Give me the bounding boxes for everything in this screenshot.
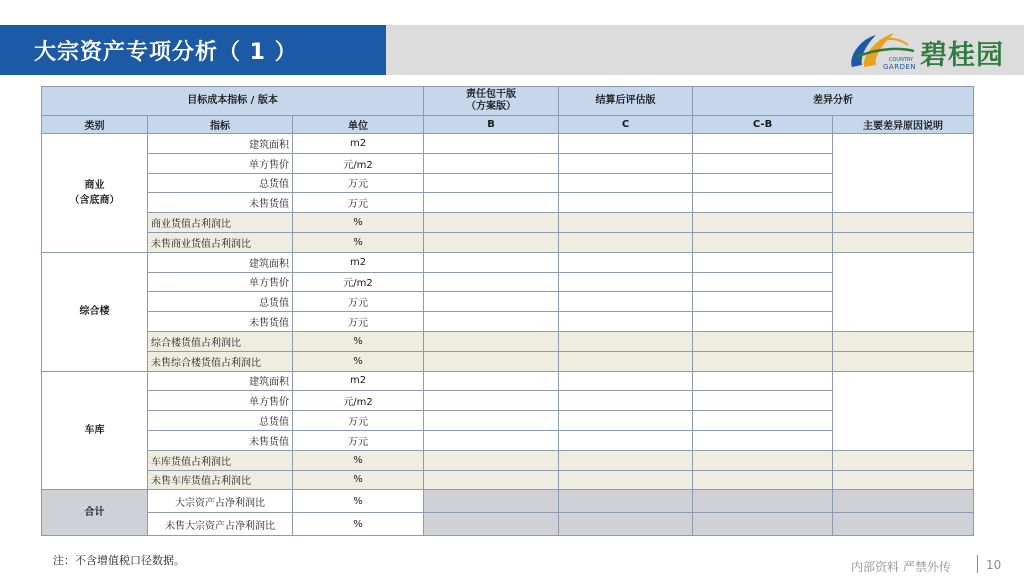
value-cb-cell[interactable] (693, 252, 833, 272)
value-cb-cell[interactable] (693, 292, 833, 312)
unit-cell: m2 (293, 371, 424, 391)
unit-cell: % (293, 232, 424, 252)
unit-cell: 元/m2 (293, 391, 424, 411)
value-b-cell[interactable] (424, 213, 559, 233)
group-name: 车库 (84, 424, 105, 436)
value-c-cell[interactable] (559, 411, 693, 431)
unit-cell: m2 (293, 134, 424, 154)
logo-text-country: COUNTRY (889, 57, 914, 63)
table-row (42, 470, 974, 490)
unit-cell: 万元 (293, 292, 424, 312)
table-row (42, 134, 974, 154)
indicator-cell: 单方售价 (148, 391, 293, 411)
value-b-cell[interactable] (424, 232, 559, 252)
value-b-cell[interactable] (424, 450, 559, 470)
value-cb-cell[interactable] (693, 272, 833, 292)
value-c-cell[interactable] (559, 213, 693, 233)
value-cb-cell[interactable] (693, 391, 833, 411)
value-b-cell[interactable] (424, 193, 559, 213)
value-b-cell[interactable] (424, 252, 559, 272)
unit-cell: % (293, 450, 424, 470)
reason-cell[interactable] (833, 470, 974, 490)
header-target: 目标成本指标 / 版本 (42, 87, 424, 116)
indicator-cell: 未售车库货值占利润比 (148, 470, 293, 490)
unit-cell: % (293, 213, 424, 233)
indicator-cell: 单方售价 (148, 272, 293, 292)
page-number: 10 (986, 558, 1002, 572)
value-c-cell[interactable] (559, 470, 693, 490)
value-b-cell[interactable] (424, 153, 559, 173)
table-row (42, 252, 974, 272)
value-b-cell[interactable] (424, 490, 559, 513)
group-name: 商业 (84, 179, 105, 191)
value-c-cell[interactable] (559, 134, 693, 154)
value-c-cell[interactable] (559, 331, 693, 351)
unit-cell: m2 (293, 252, 424, 272)
value-cb-cell[interactable] (693, 134, 833, 154)
unit-cell: 万元 (293, 312, 424, 332)
group-complex-building (42, 252, 148, 371)
indicator-cell: 未售大宗资产占净利润比 (148, 513, 293, 536)
header-row-1 (42, 87, 974, 116)
indicator-cell: 单方售价 (148, 153, 293, 173)
indicator-cell: 建筑面积 (148, 252, 293, 272)
title-bar (0, 25, 386, 75)
value-b-cell[interactable] (424, 134, 559, 154)
indicator-cell: 未售商业货值占利润比 (148, 232, 293, 252)
logo-text-cn: 碧桂园 (920, 40, 1004, 71)
value-c-cell[interactable] (559, 430, 693, 450)
value-c-cell[interactable] (559, 292, 693, 312)
value-c-cell[interactable] (559, 173, 693, 193)
table-row (42, 232, 974, 252)
table-row (42, 331, 974, 351)
header-b: B (424, 116, 559, 134)
table-row (42, 371, 974, 391)
total-row (42, 513, 974, 536)
header-indicator: 指标 (148, 116, 293, 134)
reason-cell[interactable] (833, 232, 974, 252)
indicator-cell: 总货值 (148, 173, 293, 193)
page-title: 大宗资产专项分析（ 1 ） (34, 40, 298, 65)
value-c-cell[interactable] (559, 450, 693, 470)
value-c-cell[interactable] (559, 232, 693, 252)
reason-cell[interactable] (833, 134, 974, 213)
header-c: C (559, 116, 693, 134)
value-cb-cell[interactable] (693, 411, 833, 431)
value-b-cell[interactable] (424, 371, 559, 391)
value-b-cell[interactable] (424, 351, 559, 371)
header-post-settlement: 结算后评估版 (559, 87, 693, 116)
reason-cell[interactable] (833, 252, 974, 331)
value-c-cell[interactable] (559, 252, 693, 272)
footnote: 注：不含增值税口径数据。 (53, 554, 185, 567)
header-reason: 主要差异原因说明 (833, 116, 974, 134)
value-cb-cell[interactable] (693, 312, 833, 332)
group-commercial (42, 134, 148, 253)
header-variance: 差异分析 (693, 87, 974, 116)
value-cb-cell[interactable] (693, 173, 833, 193)
unit-cell: % (293, 513, 424, 536)
unit-cell: % (293, 490, 424, 513)
indicator-cell: 建筑面积 (148, 371, 293, 391)
header-cb: C-B (693, 116, 833, 134)
value-cb-cell[interactable] (693, 450, 833, 470)
indicator-cell: 未售货值 (148, 430, 293, 450)
value-c-cell[interactable] (559, 490, 693, 513)
reason-cell[interactable] (833, 371, 974, 450)
indicator-cell: 总货值 (148, 292, 293, 312)
value-cb-cell[interactable] (693, 513, 833, 536)
value-cb-cell[interactable] (693, 490, 833, 513)
value-cb-cell[interactable] (693, 331, 833, 351)
unit-cell: % (293, 351, 424, 371)
group-garage (42, 371, 148, 490)
group-name: 综合楼 (79, 306, 110, 318)
unit-cell: 万元 (293, 173, 424, 193)
unit-cell: 元/m2 (293, 272, 424, 292)
value-cb-cell[interactable] (693, 153, 833, 173)
value-cb-cell[interactable] (693, 470, 833, 490)
value-b-cell[interactable] (424, 470, 559, 490)
header-responsibility-line1: 责任包干版 (466, 89, 517, 100)
reason-cell[interactable] (833, 213, 974, 233)
value-cb-cell[interactable] (693, 371, 833, 391)
indicator-cell: 未售货值 (148, 193, 293, 213)
asset-analysis-table (41, 86, 974, 536)
value-b-cell[interactable] (424, 391, 559, 411)
reason-cell[interactable] (833, 513, 974, 536)
header-row-2 (42, 116, 974, 134)
value-c-cell[interactable] (559, 193, 693, 213)
value-b-cell[interactable] (424, 331, 559, 351)
value-c-cell[interactable] (559, 371, 693, 391)
indicator-cell: 未售货值 (148, 312, 293, 332)
group-name-sub: （含底商） (69, 194, 120, 206)
header-category: 类别 (42, 116, 148, 134)
value-b-cell[interactable] (424, 411, 559, 431)
value-c-cell[interactable] (559, 153, 693, 173)
value-c-cell[interactable] (559, 312, 693, 332)
unit-cell: % (293, 470, 424, 490)
reason-cell[interactable] (833, 351, 974, 371)
value-cb-cell[interactable] (693, 351, 833, 371)
unit-cell: 万元 (293, 430, 424, 450)
reason-cell[interactable] (833, 450, 974, 470)
indicator-cell: 未售综合楼货值占利润比 (148, 351, 293, 371)
value-b-cell[interactable] (424, 173, 559, 193)
value-cb-cell[interactable] (693, 193, 833, 213)
header-responsibility-line2: （方案版） (466, 101, 517, 112)
reason-cell[interactable] (833, 331, 974, 351)
logo-text-garden: GARDEN (883, 63, 917, 71)
indicator-cell: 大宗资产占净利润比 (148, 490, 293, 513)
unit-cell: % (293, 331, 424, 351)
value-b-cell[interactable] (424, 430, 559, 450)
unit-cell: 万元 (293, 193, 424, 213)
table-row (42, 351, 974, 371)
reason-cell[interactable] (833, 490, 974, 513)
unit-cell: 万元 (293, 411, 424, 431)
indicator-cell: 商业货值占利润比 (148, 213, 293, 233)
value-b-cell[interactable] (424, 292, 559, 312)
value-c-cell[interactable] (559, 272, 693, 292)
indicator-cell: 总货值 (148, 411, 293, 431)
header-unit: 单位 (293, 116, 424, 134)
value-cb-cell[interactable] (693, 213, 833, 233)
table-row (42, 450, 974, 470)
value-c-cell[interactable] (559, 391, 693, 411)
value-cb-cell[interactable] (693, 232, 833, 252)
indicator-cell: 建筑面积 (148, 134, 293, 154)
value-b-cell[interactable] (424, 312, 559, 332)
header-responsibility (424, 87, 559, 116)
group-total: 合计 (42, 490, 148, 536)
indicator-cell: 车库货值占利润比 (148, 450, 293, 470)
unit-cell: 元/m2 (293, 153, 424, 173)
footer-divider (977, 555, 978, 573)
value-c-cell[interactable] (559, 351, 693, 371)
confidential-label: 内部资料 严禁外传 (851, 560, 951, 574)
value-b-cell[interactable] (424, 272, 559, 292)
value-b-cell[interactable] (424, 513, 559, 536)
value-c-cell[interactable] (559, 513, 693, 536)
table-row (42, 213, 974, 233)
total-row (42, 490, 974, 513)
value-cb-cell[interactable] (693, 430, 833, 450)
indicator-cell: 综合楼货值占利润比 (148, 331, 293, 351)
